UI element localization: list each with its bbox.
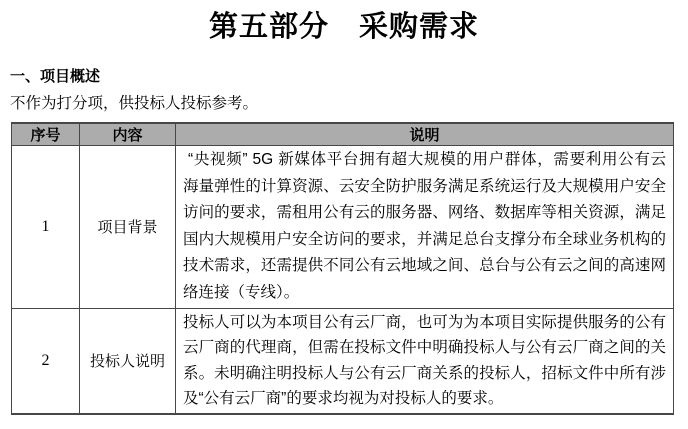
- section-note: 不作为打分项，供投标人投标参考。: [10, 95, 259, 112]
- description-line: 访问的要求，需租用公有云的服务器、网络、数据库等相关资源，满足: [183, 204, 666, 222]
- description-line: 海量弹性的计算资源、云安全防护服务满足系统运行及大规模用户安全: [183, 177, 666, 195]
- description-cell: [176, 146, 674, 309]
- col-header-no: 序号: [12, 123, 80, 146]
- row-number-cell: 1: [12, 146, 80, 309]
- col-header-content: 内容: [80, 123, 176, 146]
- description-line: 络连接（专线）。: [183, 283, 300, 301]
- description-line: 云厂商的代理商，但需在投标文件中明确投标人与公有云厂商之间的关: [183, 339, 666, 357]
- requirements-table: [11, 122, 674, 415]
- row-number-cell: 2: [12, 308, 80, 414]
- table-row: [12, 308, 674, 414]
- content-cell: 项目背景: [80, 146, 176, 309]
- content-cell: 投标人说明: [80, 308, 176, 414]
- description-line: “央视频” 5G 新媒体平台拥有超大规模的用户群体，需要利用公有云: [183, 151, 666, 168]
- document-page: [0, 8, 688, 429]
- description-cell: [176, 308, 674, 414]
- description-line: 技术需求，还需提供不同公有云地域之间、总台与公有云之间的高速网: [183, 257, 666, 275]
- description-line: 系。未明确注明投标人与公有云厂商关系的投标人，招标文件中所有涉: [183, 364, 666, 382]
- table-header-row: [12, 123, 674, 146]
- table-row: [12, 146, 674, 309]
- description-line: 及“公有云厂商”的要求均视为对投标人的要求。: [183, 390, 504, 408]
- description-line: 国内大规模用户安全访问的要求，并满足总台支撑分布全球业务机构的: [183, 230, 666, 248]
- col-header-description: 说明: [176, 123, 674, 146]
- page-title: 第五部分 采购需求: [208, 11, 479, 43]
- description-line: 投标人可以为本项目公有云厂商，也可为为本项目实际提供服务的公有: [183, 313, 666, 331]
- section-heading: 一、项目概述: [10, 68, 101, 85]
